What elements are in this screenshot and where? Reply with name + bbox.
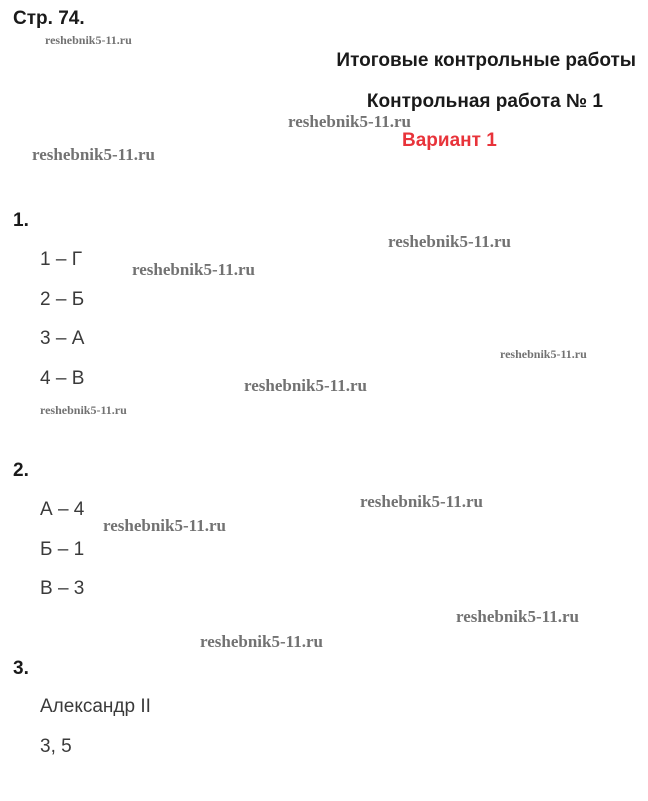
task-number: 3.	[13, 658, 29, 679]
answer-line: 3 – А	[40, 328, 85, 349]
watermark: reshebnik5-11.ru	[360, 492, 483, 511]
page-number: Стр. 74.	[13, 8, 85, 29]
answer-line: В – 3	[40, 578, 85, 599]
watermark: reshebnik5-11.ru	[40, 403, 127, 417]
watermark: reshebnik5-11.ru	[200, 632, 323, 651]
watermark: reshebnik5-11.ru	[45, 33, 132, 47]
answer-line: 2 – Б	[40, 289, 85, 310]
task-number: 1.	[13, 210, 29, 231]
watermark: reshebnik5-11.ru	[32, 145, 155, 164]
answer-line: 3, 5	[40, 736, 72, 757]
watermark: reshebnik5-11.ru	[103, 516, 226, 535]
watermark: reshebnik5-11.ru	[244, 376, 367, 395]
section-title: Итоговые контрольные работы	[336, 50, 636, 71]
watermark: reshebnik5-11.ru	[500, 347, 587, 361]
answer-line: Б – 1	[40, 539, 85, 560]
watermark: reshebnik5-11.ru	[288, 112, 411, 131]
watermark: reshebnik5-11.ru	[132, 260, 255, 279]
answer-line: 4 – В	[40, 368, 85, 389]
answer-line: Александр II	[40, 696, 151, 717]
watermark: reshebnik5-11.ru	[456, 607, 579, 626]
work-title: Контрольная работа № 1	[366, 91, 603, 112]
task-number: 2.	[13, 460, 29, 481]
answer-line: 1 – Г	[40, 249, 82, 270]
watermark: reshebnik5-11.ru	[388, 232, 511, 251]
variant-label: Вариант 1	[402, 130, 497, 151]
answer-line: А – 4	[40, 499, 85, 520]
